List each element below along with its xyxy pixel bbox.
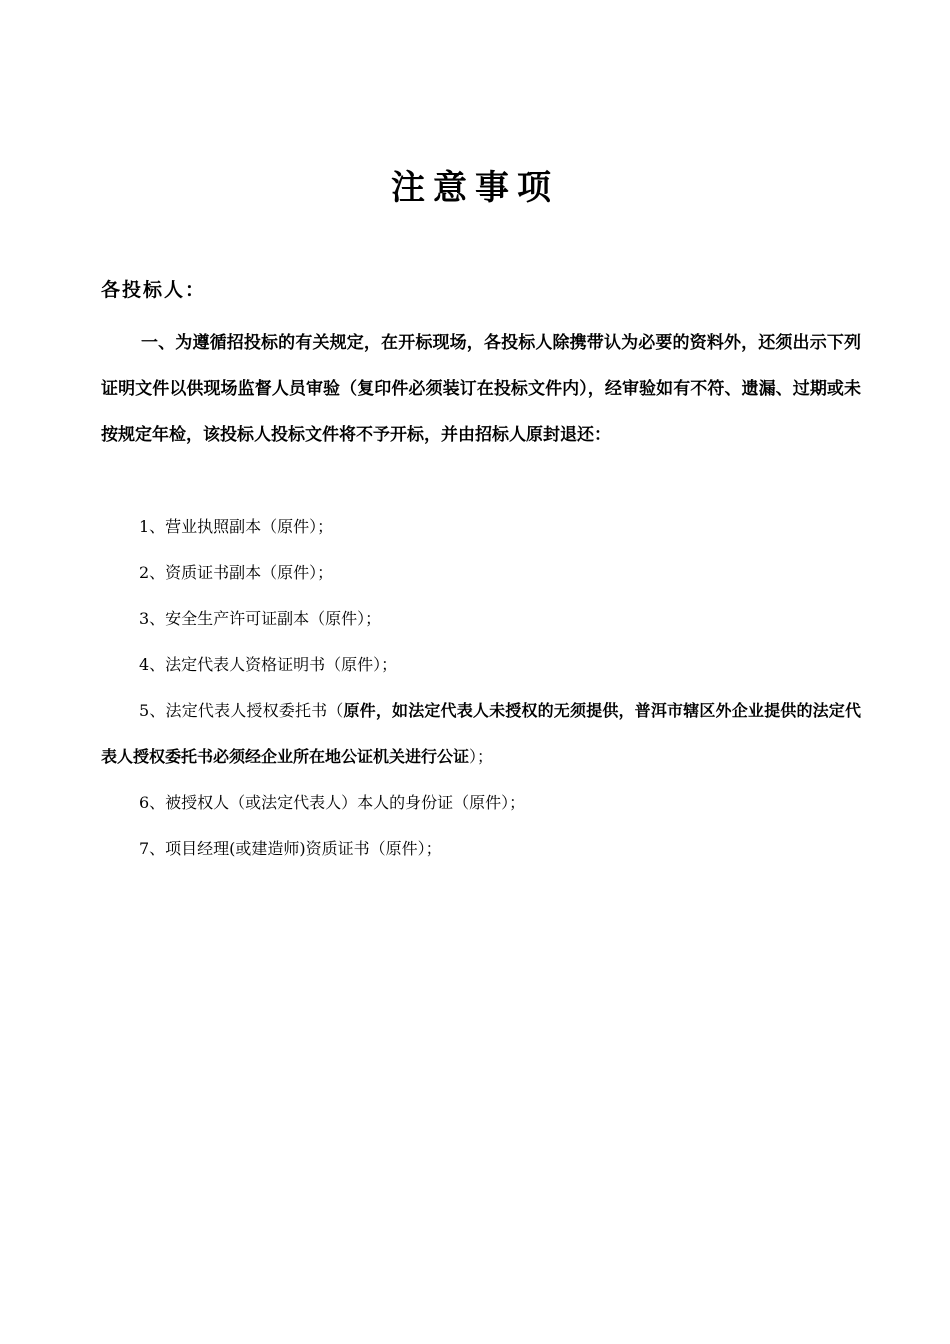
list-item: 4、法定代表人资格证明书（原件）；	[139, 655, 398, 674]
salutation: 各投标人：	[101, 279, 207, 301]
list-item-suffix: ）；	[469, 747, 494, 766]
list-item: 7、项目经理(或建造师)资质证书（原件）；	[139, 839, 442, 858]
list-item: 1、营业执照副本（原件）；	[139, 517, 334, 536]
list-item: 6、被授权人（或法定代表人）本人的身份证（原件）；	[139, 793, 526, 812]
list-item-bold-note: 原件，如法定代表人未授权的无须提供，普洱市辖区外企业提供的法定代表人授权委托书必须经企业所在地公证机关进行公证	[101, 701, 861, 766]
list-item-prefix: 5、法定代表人授权委托书（	[139, 701, 344, 720]
intro-paragraph: 一、为遵循招投标的有关规定，在开标现场，各投标人除携带认为必要的资料外，还须出示下列证明文件以供现场监督人员审验（复印件必须装订在投标文件内），经审验如有不符、遗漏、过期或未按规定年检，该投标人投标文件将不予开标，并由招标人原封退还：	[101, 333, 861, 445]
list-item: 2、资质证书副本（原件）；	[139, 563, 334, 582]
page-title: 注意事项	[391, 168, 559, 208]
list-item	[101, 688, 861, 780]
requirements-list	[101, 504, 861, 872]
list-item: 3、安全生产许可证副本（原件）；	[139, 609, 382, 628]
